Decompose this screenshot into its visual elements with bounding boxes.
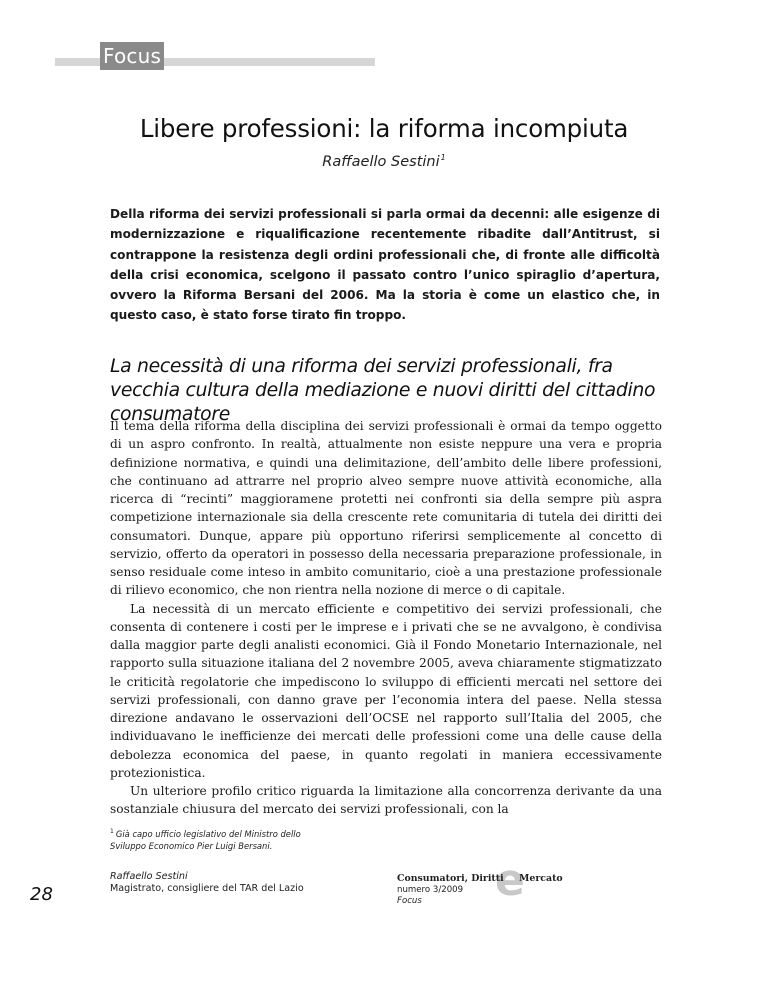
footer-journal <box>397 855 627 913</box>
footnote-text: Già capo ufficio legislativo del Ministro dello Sviluppo Economico Pier Luigi Bersani. <box>110 828 301 851</box>
journal-name-left: Consumatori, Diritti <box>397 873 504 884</box>
author-name: Raffaello Sestini <box>322 153 440 170</box>
section-heading: La necessità di una riforma dei servizi professionali, fra vecchia cultura della mediazione e nuovi diritti del cittadino consumatore <box>110 356 656 425</box>
journal-name-right: Mercato <box>519 873 563 884</box>
article-title: Libere professioni: la riforma incompiuta <box>139 114 629 143</box>
journal-issue: numero 3/2009 <box>397 885 464 895</box>
footer-author-name: Raffaello Sestini <box>110 871 188 882</box>
article-abstract: Della riforma dei servizi professionali si parla ormai da decenni: alle esigenze di modernizzazione e riqualificazione recentemente ribadite dall’Antitrust, si contrappone la resistenza degli ordini professionali che, di fronte alle difficoltà della crisi economica, scelgono il passato contro l’unico spiraglio d’apertura, ovvero la Riforma Bersani del 2006. Ma la storia è come un elastico che, in questo caso, è stato forse tirato fin troppo. <box>110 207 660 323</box>
section-label: Focus <box>100 42 164 70</box>
body-paragraph: La necessità di un mercato efficiente e competitivo dei servizi professionali, che consenta di contenere i costi per le imprese e i privati che se ne avvalgono, è condivisa dalla maggior parte degli analisti economici. Già il Fondo Monetario Internazionale, nel rapporto sulla situazione italiana del 2 novembre 2005, aveva chiaramente stigmatizzato le criticità regolatorie che impediscono lo sviluppo di efficienti mercati nel settore dei servizi professionali, con danno grave per l’economia intera del paese. Nella stessa direzione andavano le osservazioni dell’OCSE nel rapporto sull’Italia del 2005, che individuavano le inefficienze dei mercati delle professioni come una delle cause della debolezza economica del paese, in quanto regolati in maniera eccessivamente protezionistica. <box>110 601 662 780</box>
footer-author-role: Magistrato, consigliere del TAR del Lazio <box>110 883 304 894</box>
body-paragraph: Il tema della riforma della disciplina dei servizi professionali è ormai da tempo oggetto di un aspro confronto. In realtà, attualmente non esiste neppure una vera e propria definizione normativa, e quindi una delimitazione, dell’ambito delle libere professioni, che continuano ad attrarre nel proprio alveo sempre nuove attività economiche, alla ricerca di “recinti” maggioramene protetti nei confronti sia della sempre più aspra competizione internazionale sia della crescente rete comunitaria di tutela dei diritti dei consumatori. Dunque, appare più opportuno riferirsi semplicemente al concetto di servizio, offerto da operatori in possesso della necessaria preparazione professionale, in senso residuale come inteso in ambito comunitario, cioè a una prestazione professionale di rilievo economico, che non rientra nella nozione di merce o di capitale. <box>110 419 662 598</box>
journal-section: Focus <box>397 896 422 906</box>
footer-author <box>110 871 390 895</box>
footnote <box>110 826 310 852</box>
page-number: 28 <box>30 884 53 905</box>
footnote-number: 1 <box>110 828 114 835</box>
article-author <box>0 153 768 170</box>
journal-logo-e: e <box>495 855 525 906</box>
article-body <box>110 417 662 819</box>
footnote-mark: 1 <box>440 153 446 162</box>
body-paragraph: Un ulteriore profilo critico riguarda la limitazione alla concorrenza derivante da una sostanziale chiusura del mercato dei servizi professionali, con la <box>110 784 662 817</box>
